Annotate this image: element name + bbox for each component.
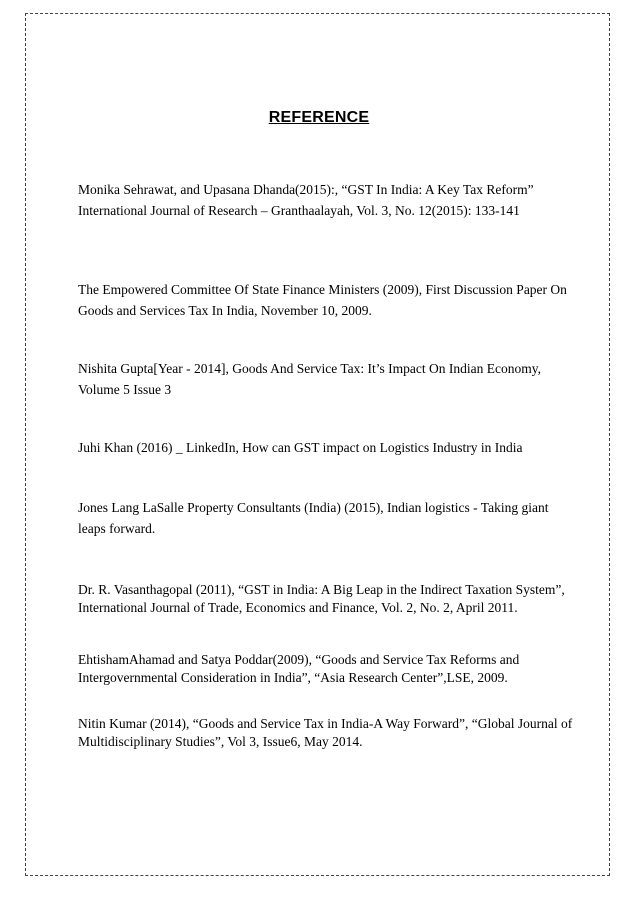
reference-item-6: Dr. R. Vasanthagopal (2011), “GST in India: A Big Leap in the Indirect Taxation System”, International Journal of Trade, Economics and Finance, Vol. 2, No. 2, April 2011. [78, 582, 565, 615]
page-title: REFERENCE [268, 109, 370, 126]
reference-item-5: Jones Lang LaSalle Property Consultants (India) (2015), Indian logistics - Taking giant leaps forward. [78, 500, 549, 536]
reference-item-2: The Empowered Committee Of State Finance Ministers (2009), First Discussion Paper On Goods and Services Tax In India, November 10, 2009. [78, 282, 567, 318]
reference-item-1: Monika Sehrawat, and Upasana Dhanda(2015):, “GST In India: A Key Tax Reform” International Journal of Research – Granthaalayah, Vol. 3, No. 12(2015): 133-141 [78, 182, 534, 218]
reference-item-3: Nishita Gupta[Year - 2014], Goods And Service Tax: It’s Impact On Indian Economy, Volume 5 Issue 3 [78, 361, 541, 397]
reference-item-7: EhtishamAhamad and Satya Poddar(2009), “Goods and Service Tax Reforms and Intergovernmental Consideration in India”, “Asia Research Center”,LSE, 2009. [78, 652, 520, 685]
reference-item-4: Juhi Khan (2016) _ LinkedIn, How can GST impact on Logistics Industry in India [78, 440, 523, 455]
reference-item-8: Nitin Kumar (2014), “Goods and Service Tax in India-A Way Forward”, “Global Journal of Multidisciplinary Studies”, Vol 3, Issue6, May 2014. [78, 716, 573, 749]
